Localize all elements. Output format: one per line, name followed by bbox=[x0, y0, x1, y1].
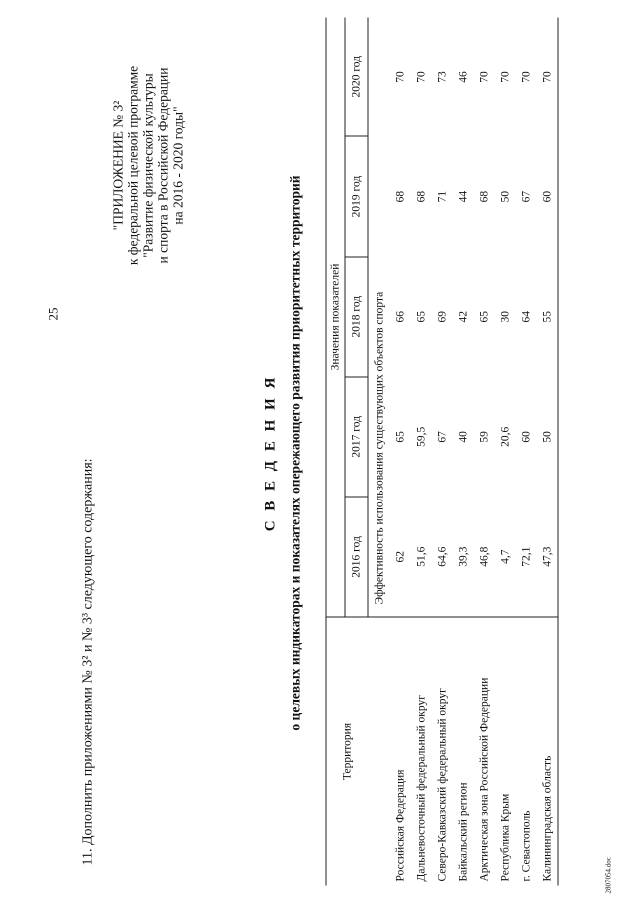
value-cell: 67 bbox=[519, 190, 532, 202]
value-cell: 60 bbox=[519, 430, 532, 443]
value-cell: 70 bbox=[477, 70, 490, 83]
appendix-line: к федеральной целевой программе bbox=[125, 65, 140, 265]
value-cell: 70 bbox=[414, 70, 427, 83]
table-row bbox=[452, 17, 473, 885]
territory-name: Дальневосточный федеральный округ bbox=[410, 617, 431, 886]
value-cell: 65 bbox=[393, 430, 406, 443]
appendix-line: на 2016 - 2020 годы" bbox=[170, 105, 185, 225]
document-subtitle: о целевых индикаторах и показателях опережающего развития приоритетных территорий bbox=[287, 174, 302, 731]
value-cell: 50 bbox=[536, 376, 558, 496]
territory-name: Российская Федерация bbox=[389, 617, 410, 886]
value-cell: 30 bbox=[498, 310, 511, 322]
page-number: 25 bbox=[45, 307, 60, 320]
value-cell: 47,3 bbox=[536, 496, 558, 616]
territory-name: г. Севастополь bbox=[515, 617, 536, 886]
value-cell: 65 bbox=[477, 310, 490, 322]
appendix-line: и спорта в Российской Федерации bbox=[155, 67, 170, 263]
document-title: С В Е Д Е Н И Я bbox=[262, 374, 278, 531]
column-header-year: 2018 год bbox=[345, 256, 368, 376]
value-cell: 70 bbox=[519, 70, 532, 83]
value-cell: 42 bbox=[456, 310, 469, 322]
value-cell: 68 bbox=[477, 190, 490, 202]
territory-name: Республика Крым bbox=[494, 617, 515, 886]
group-header: Значения показателей bbox=[326, 17, 345, 617]
value-cell: 4,7 bbox=[498, 549, 511, 564]
value-cell: 59,5 bbox=[414, 426, 427, 447]
territory-name: Калининградская область bbox=[536, 617, 558, 886]
value-cell: 66 bbox=[393, 310, 406, 322]
value-cell: 68 bbox=[393, 190, 406, 202]
table-row bbox=[389, 17, 410, 885]
appendix-line: "Развитие физической культуры bbox=[140, 72, 155, 258]
value-cell: 73 bbox=[435, 70, 448, 83]
section-row bbox=[368, 17, 390, 885]
value-cell: 62 bbox=[393, 550, 406, 562]
column-header-year: 2019 год bbox=[345, 136, 368, 256]
intro-text: 11. Дополнить приложениями № 3² и № 3³ следующего содержания: bbox=[80, 457, 95, 865]
value-cell: 44 bbox=[456, 190, 469, 202]
value-cell: 59 bbox=[477, 430, 490, 443]
appendix-line: "ПРИЛОЖЕНИЕ № 3² bbox=[110, 100, 125, 230]
value-cell: 71 bbox=[435, 190, 448, 202]
column-header-year: 2017 год bbox=[345, 376, 368, 496]
column-header-territory: Территория bbox=[326, 617, 368, 886]
table-row bbox=[515, 17, 536, 885]
table-row bbox=[410, 17, 431, 885]
value-cell: 46,8 bbox=[477, 546, 490, 567]
value-cell: 40 bbox=[456, 430, 469, 443]
territory-name: Байкальский регион bbox=[452, 617, 473, 886]
value-cell: 64,6 bbox=[435, 546, 448, 567]
value-cell: 46 bbox=[456, 70, 469, 83]
column-header-year: 2016 год bbox=[345, 496, 368, 616]
value-cell: 70 bbox=[393, 70, 406, 83]
value-cell: 70 bbox=[498, 70, 511, 83]
table-row bbox=[431, 17, 452, 885]
appendix-header bbox=[110, 35, 185, 295]
value-cell: 70 bbox=[536, 17, 558, 136]
table-row bbox=[494, 17, 515, 885]
footer-code: 2807054.doc bbox=[604, 856, 612, 893]
value-cell: 39,3 bbox=[456, 546, 469, 567]
table-row bbox=[473, 17, 494, 885]
value-cell: 50 bbox=[498, 190, 511, 202]
value-cell: 20,6 bbox=[498, 426, 511, 447]
territory-name: Северо-Кавказский федеральный округ bbox=[431, 617, 452, 886]
table-row bbox=[536, 17, 558, 885]
value-cell: 68 bbox=[414, 190, 427, 202]
value-cell: 51,6 bbox=[414, 546, 427, 567]
value-cell: 72,1 bbox=[519, 546, 532, 567]
value-cell: 67 bbox=[435, 430, 448, 443]
value-cell: 69 bbox=[435, 310, 448, 322]
value-cell: 65 bbox=[414, 310, 427, 322]
value-cell: 64 bbox=[519, 310, 532, 322]
section-label: Эффективность использования существующих объектов спорта bbox=[372, 291, 385, 604]
territory-name: Арктическая зона Российской Федерации bbox=[473, 617, 494, 886]
column-header-year: 2020 год bbox=[345, 17, 368, 136]
value-cell: 60 bbox=[536, 136, 558, 256]
indicators-table bbox=[325, 17, 558, 885]
value-cell: 55 bbox=[536, 256, 558, 376]
